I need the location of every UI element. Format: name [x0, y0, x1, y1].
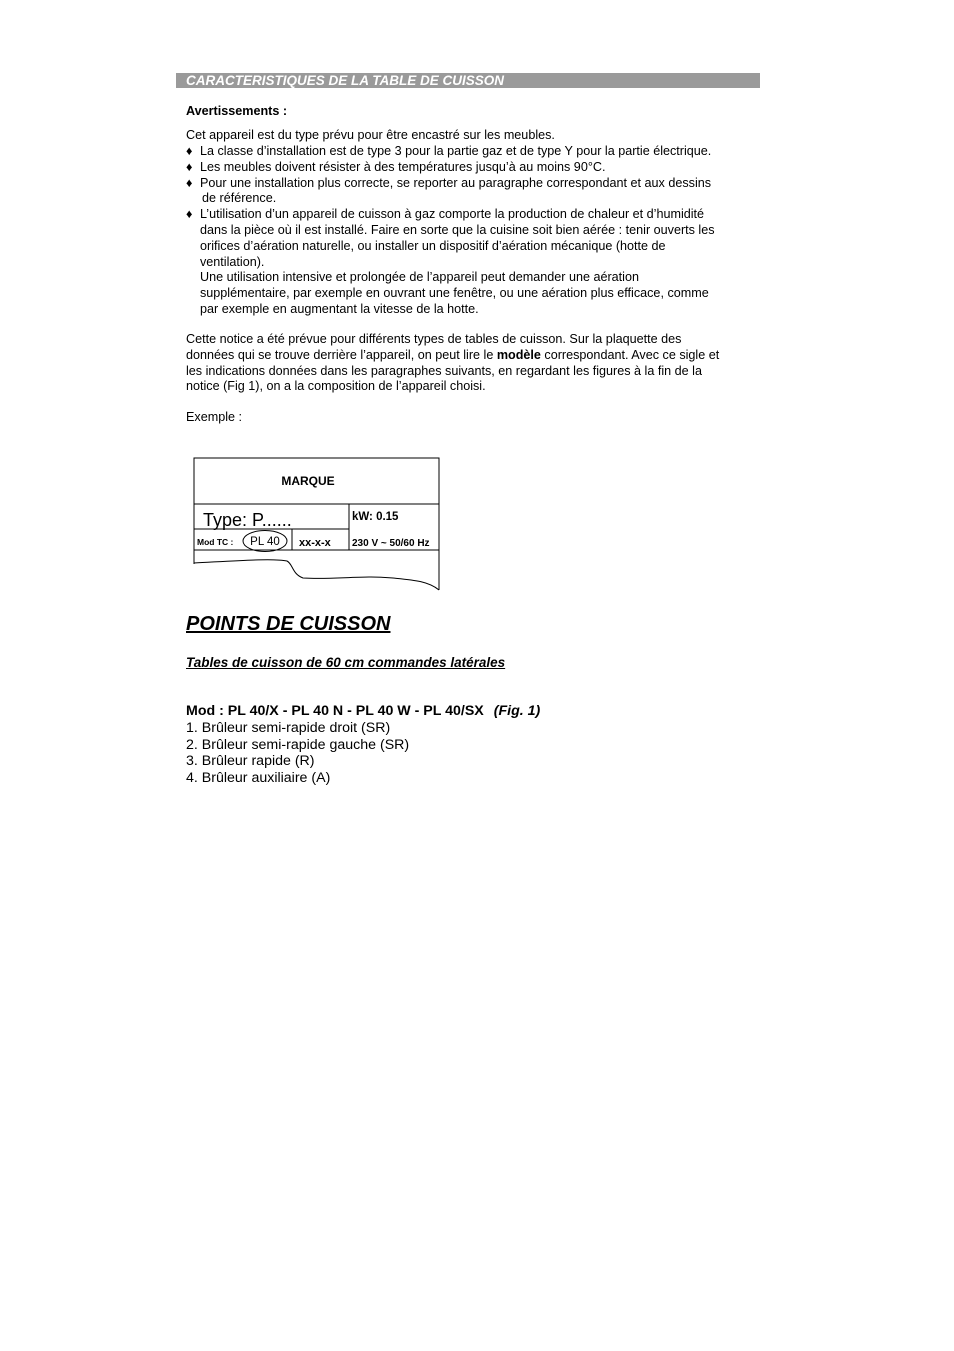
plate-brand: MARQUE — [281, 474, 335, 488]
cooking-points-subheading: Tables de cuisson de 60 cm commandes latérales — [186, 655, 506, 670]
warning-line: Les meubles doivent résister à des températures jusqu’à au moins 90°C. — [200, 159, 606, 174]
burner-item: 4. Brûleur auxiliaire (A) — [186, 769, 331, 786]
plate-type: Type: P...... — [203, 510, 292, 530]
notice-line-part: données qui se trouve derrière l’appareil, on peut lire le — [186, 347, 497, 362]
burner-item: 2. Brûleur semi-rapide gauche (SR) — [186, 736, 410, 753]
model-line — [186, 703, 540, 719]
section-header-bar — [176, 73, 760, 88]
warning-line: Pour une installation plus correcte, se reporter au paragraphe correspondant et aux dessins — [200, 175, 712, 190]
warning-line: La classe d’installation est de type 3 pour la partie gaz et de type Y pour la partie électrique. — [200, 144, 712, 158]
plate-code: xx-x-x — [299, 537, 331, 549]
section-header-title: CARACTERISTIQUES DE LA TABLE DE CUISSON — [186, 73, 505, 88]
cooking-points-heading: POINTS DE CUISSON — [186, 613, 391, 635]
diamond-bullet-icon: ♦ — [186, 144, 193, 158]
warnings-list — [186, 144, 766, 318]
model-keyword: modèle — [496, 347, 541, 362]
burner-list — [186, 720, 409, 786]
rating-plate-diagram — [193, 457, 441, 593]
warning-line: de référence. — [202, 191, 277, 206]
example-label: Exemple : — [186, 410, 242, 424]
warning-line: supplémentaire, par exemple en ouvrant une fenêtre, ou une aération plus efficace, comme — [200, 286, 709, 301]
plate-mod-label: Mod TC : — [197, 537, 234, 547]
warning-line: Une utilisation intensive et prolongée de l’appareil peut demander une aération — [200, 270, 639, 285]
notice-line: Cette notice a été prévue pour différents types de tables de cuisson. Sur la plaquette des — [186, 332, 682, 346]
burner-item: 3. Brûleur rapide (R) — [186, 753, 315, 769]
warning-item — [186, 176, 766, 208]
model-list: Mod : PL 40/X - PL 40 N - PL 40 W - PL 40/SX — [186, 703, 484, 719]
notice-paragraph — [186, 332, 768, 395]
burner-item: 1. Brûleur semi-rapide droit (SR) — [186, 720, 391, 736]
plate-torn-edge — [194, 560, 439, 590]
plate-power: kW: 0.15 — [352, 511, 399, 523]
plate-voltage: 230 V ~ 50/60 Hz — [352, 538, 430, 549]
warning-line: par exemple en augmentant la vitesse de la hotte. — [200, 301, 479, 316]
diamond-bullet-icon: ♦ — [186, 207, 193, 222]
figure-reference: (Fig. 1) — [493, 703, 541, 719]
notice-line-part: correspondant. Avec ce sigle et — [540, 347, 720, 362]
warning-line: L’utilisation d’un appareil de cuisson à gaz comporte la production de chaleur et d’humidité — [200, 207, 705, 222]
diamond-bullet-icon: ♦ — [186, 175, 193, 190]
warning-item — [186, 207, 766, 318]
diamond-bullet-icon: ♦ — [186, 159, 193, 174]
warning-line: ventilation). — [200, 254, 265, 269]
warning-line: dans la pièce où il est installé. Faire en sorte que la cuisine soit bien aérée : tenir ouverts les — [200, 222, 715, 237]
warning-item — [186, 160, 766, 176]
warning-line: orifices d’aération naturelle, ou installer un dispositif d’aération mécanique (hotte de — [200, 238, 666, 253]
notice-line: les indications données dans les paragraphes suivants, en regardant les figures à la fin de la — [186, 363, 702, 378]
notice-line: notice (Fig 1), on a la composition de l’appareil choisi. — [186, 379, 486, 394]
warnings-intro: Cet appareil est du type prévu pour être encastré sur les meubles. — [186, 128, 555, 142]
plate-model: PL 40 — [250, 536, 280, 548]
warning-item — [186, 144, 766, 160]
warnings-title: Avertissements : — [186, 104, 288, 118]
